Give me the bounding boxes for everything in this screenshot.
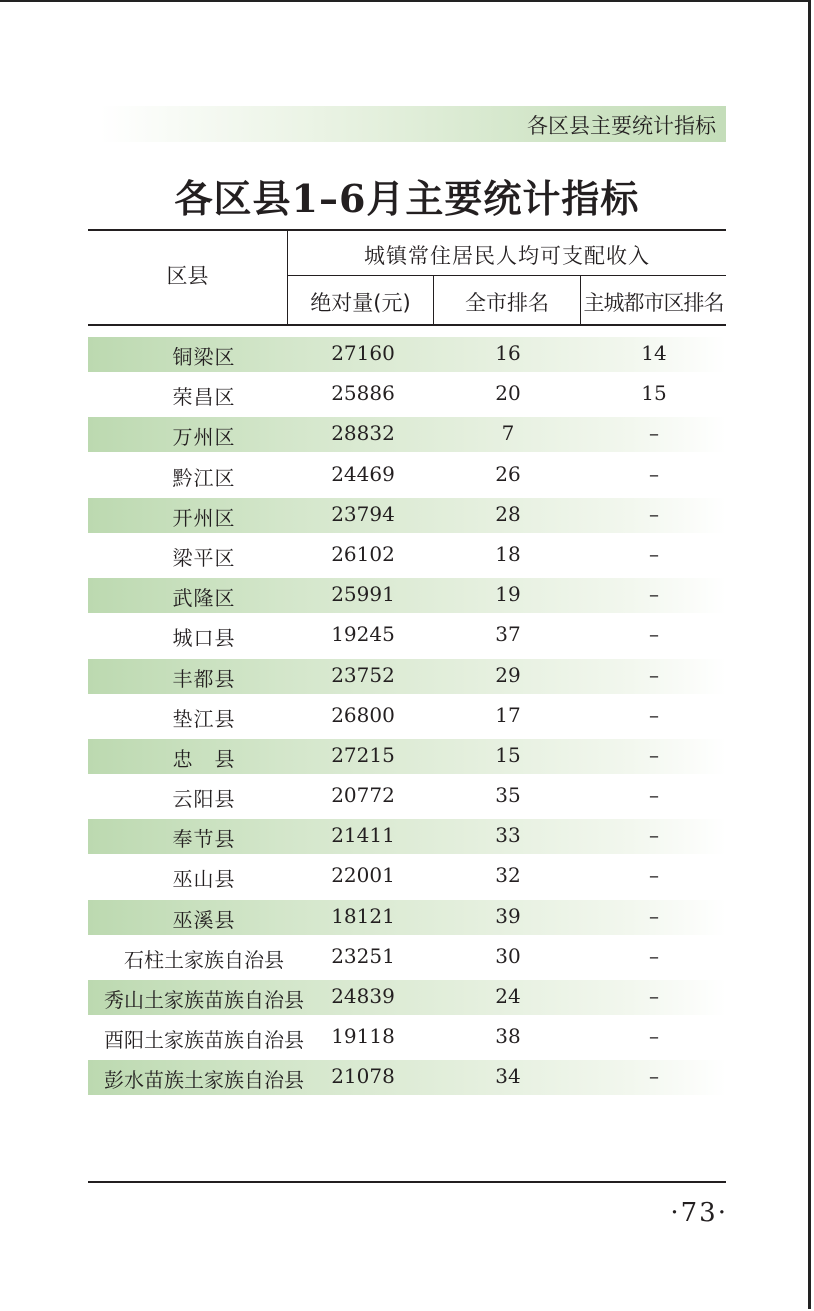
absolute-cell: 28832 <box>331 421 395 446</box>
table-row <box>88 576 726 616</box>
absolute-cell: 27215 <box>331 742 395 767</box>
city-rank-cell: 24 <box>495 984 521 1008</box>
absolute-cell: 26102 <box>331 541 395 566</box>
county-cell: 城口县 <box>172 626 236 651</box>
header-absolute: 绝对量(元) <box>310 291 411 315</box>
main-rank-cell: – <box>649 984 659 1008</box>
county-cell: 忠 县 <box>172 746 236 771</box>
county-cell: 彭水苗族土家族自治县 <box>104 1068 304 1093</box>
absolute-cell: 21411 <box>331 823 395 848</box>
main-rank-cell: 14 <box>641 341 667 365</box>
city-rank-cell: 35 <box>495 783 521 808</box>
table-body <box>88 335 726 1099</box>
table-row <box>88 938 726 978</box>
main-rank-cell: 15 <box>641 381 667 406</box>
main-rank-cell: – <box>649 1024 659 1049</box>
table-row <box>88 978 726 1018</box>
footer-rule <box>88 1181 726 1183</box>
county-cell: 武隆区 <box>172 586 236 611</box>
table-row <box>88 375 726 415</box>
main-rank-cell: – <box>649 742 659 767</box>
main-rank-cell: – <box>649 461 659 486</box>
county-cell: 巫溪县 <box>172 907 236 932</box>
city-rank-cell: 18 <box>495 541 521 566</box>
city-rank-cell: 17 <box>495 702 521 727</box>
table-row <box>88 1018 726 1058</box>
table-row <box>88 335 726 375</box>
table-row <box>88 496 726 536</box>
table-row <box>88 616 726 656</box>
city-rank-cell: 7 <box>501 421 515 446</box>
table-row <box>88 1058 726 1098</box>
absolute-cell: 25991 <box>331 582 395 607</box>
table-top-rule <box>88 229 726 231</box>
header-county: 区县 <box>166 264 209 288</box>
main-rank-cell: – <box>649 823 659 848</box>
city-rank-cell: 30 <box>495 943 521 968</box>
table-row <box>88 857 726 897</box>
absolute-cell: 24469 <box>331 461 395 486</box>
main-rank-cell: – <box>649 903 659 928</box>
county-cell: 黔江区 <box>172 465 236 490</box>
county-cell: 梁平区 <box>172 545 236 570</box>
county-cell: 云阳县 <box>172 787 236 812</box>
city-rank-cell: 28 <box>495 501 521 526</box>
header-bottom-rule <box>88 324 726 326</box>
main-rank-cell: – <box>649 582 659 607</box>
main-rank-cell: – <box>649 863 659 888</box>
main-rank-cell: – <box>649 1064 659 1089</box>
main-rank-cell: – <box>649 943 659 968</box>
county-cell: 开州区 <box>172 505 236 530</box>
city-rank-cell: 32 <box>495 863 521 888</box>
absolute-cell: 18121 <box>331 903 395 928</box>
table-row <box>88 737 726 777</box>
city-rank-cell: 38 <box>495 1024 521 1049</box>
city-rank-cell: 20 <box>495 381 521 406</box>
county-cell: 丰都县 <box>172 666 236 691</box>
absolute-cell: 21078 <box>331 1064 395 1089</box>
page-number: ·73· <box>670 1198 728 1228</box>
absolute-cell: 25886 <box>331 381 395 406</box>
main-rank-cell: – <box>649 501 659 526</box>
main-rank-cell: – <box>649 662 659 687</box>
city-rank-cell: 16 <box>495 341 521 365</box>
table-row <box>88 657 726 697</box>
county-cell: 石柱土家族自治县 <box>124 947 284 972</box>
county-cell: 铜梁区 <box>172 345 236 369</box>
absolute-cell: 20772 <box>331 783 395 808</box>
table-row <box>88 898 726 938</box>
absolute-cell: 23251 <box>331 943 395 968</box>
county-cell: 奉节县 <box>172 827 236 852</box>
county-cell: 垫江县 <box>172 706 236 731</box>
running-header-text: 各区县主要统计指标 <box>527 114 716 138</box>
absolute-cell: 23752 <box>331 662 395 687</box>
city-rank-cell: 19 <box>495 582 521 607</box>
table-row <box>88 456 726 496</box>
county-cell: 秀山土家族苗族自治县 <box>104 988 304 1012</box>
absolute-cell: 19245 <box>331 622 395 647</box>
county-cell: 荣昌区 <box>172 385 236 410</box>
group-header-rule <box>288 275 726 276</box>
city-rank-cell: 37 <box>495 622 521 647</box>
city-rank-cell: 39 <box>495 903 521 928</box>
absolute-cell: 23794 <box>331 501 395 526</box>
table-row <box>88 817 726 857</box>
table-row <box>88 415 726 455</box>
absolute-cell: 22001 <box>331 863 395 888</box>
city-rank-cell: 33 <box>495 823 521 848</box>
running-header <box>100 106 726 142</box>
county-cell: 巫山县 <box>172 867 236 892</box>
city-rank-cell: 26 <box>495 461 521 486</box>
header-income-group: 城镇常住居民人均可支配收入 <box>364 244 650 268</box>
absolute-cell: 19118 <box>331 1024 395 1049</box>
table-row <box>88 777 726 817</box>
header-main-urban-rank: 主城都市区排名 <box>583 291 724 315</box>
county-cell: 万州区 <box>172 425 236 450</box>
main-rank-cell: – <box>649 622 659 647</box>
absolute-cell: 27160 <box>331 341 395 365</box>
city-rank-cell: 34 <box>495 1064 521 1089</box>
main-rank-cell: – <box>649 702 659 727</box>
header-city-rank: 全市排名 <box>465 291 549 315</box>
page-title: 各区县1–6月主要统计指标 <box>174 176 640 221</box>
table-row <box>88 697 726 737</box>
main-rank-cell: – <box>649 541 659 566</box>
absolute-cell: 26800 <box>331 702 395 727</box>
county-cell: 酉阳土家族苗族自治县 <box>104 1028 304 1053</box>
absolute-cell: 24839 <box>331 984 395 1008</box>
main-rank-cell: – <box>649 783 659 808</box>
main-rank-cell: – <box>649 421 659 446</box>
city-rank-cell: 15 <box>495 742 521 767</box>
city-rank-cell: 29 <box>495 662 521 687</box>
table-row <box>88 536 726 576</box>
